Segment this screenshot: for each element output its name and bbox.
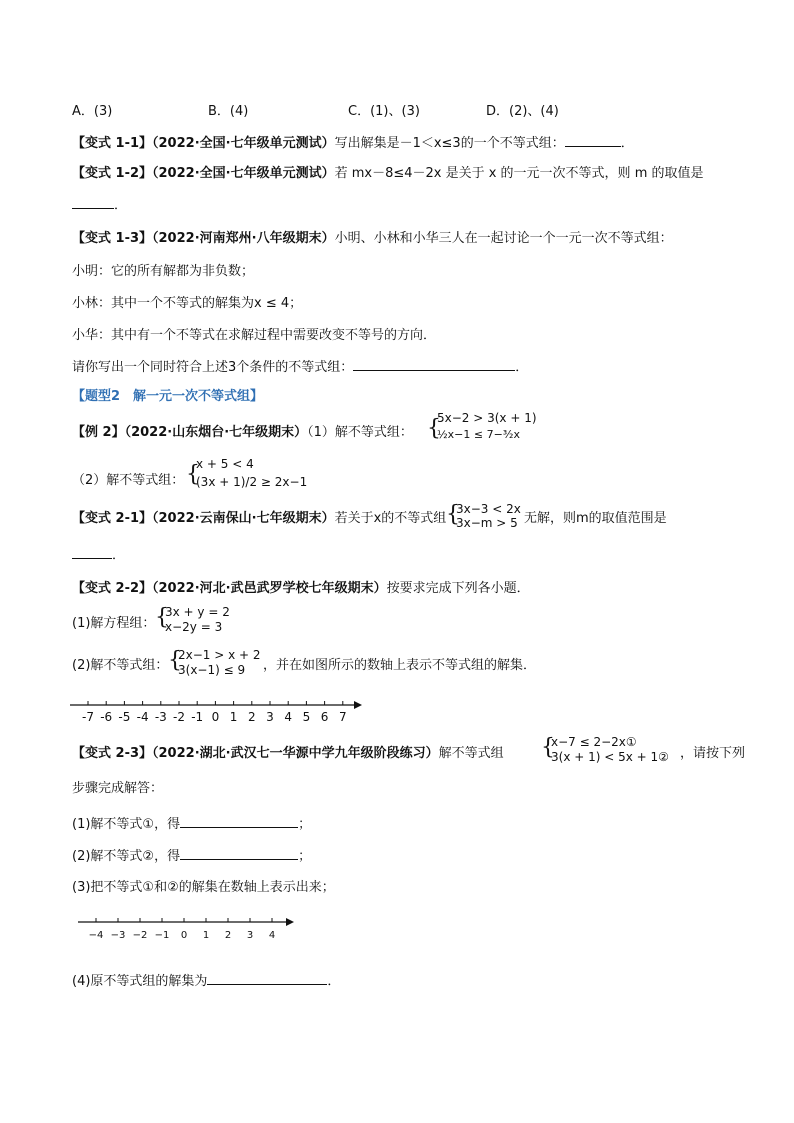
- axis-tick-label: 7: [338, 710, 347, 724]
- variant-2-2: [72, 580, 530, 598]
- choice-a: A．(3): [72, 104, 113, 119]
- answer-blank: [565, 134, 621, 147]
- system-eq-a: 3x−3 < 2x: [456, 502, 521, 516]
- axis-tick-label: 4: [268, 930, 276, 941]
- axis-tick-label: -6: [100, 710, 113, 724]
- section-heading-type-2: 【题型2 解一元一次不等式组】: [72, 389, 264, 404]
- step-2: [72, 847, 311, 866]
- statement-xiaohua: 小华：其中有一个不等式在求解过程中需要改变不等号的方向．: [72, 328, 437, 343]
- axis-tick-label: -1: [191, 710, 204, 724]
- step-3: (3)把不等式①和②的解集在数轴上表示出来；: [72, 880, 335, 895]
- variant-source: （2022·全国·七年级单元测试）: [152, 166, 335, 181]
- semicolon: ；: [298, 817, 312, 832]
- system-1-eq-b: ½x−1 ≤ 7−³⁄₂x: [437, 428, 520, 441]
- answer-blank: [180, 847, 298, 860]
- variant-tag: 【变式 2-2】: [72, 581, 153, 596]
- variant-1-3-question: [72, 358, 528, 377]
- brace: {: [186, 462, 200, 487]
- axis-tick-label: 0: [180, 930, 188, 941]
- axis-tick-label: −3: [110, 930, 126, 941]
- variant-2-3-tail: ，请按下列: [680, 746, 746, 761]
- step-1: [72, 815, 311, 834]
- step-4: [72, 972, 340, 991]
- answer-blank: [72, 546, 112, 559]
- variant-2-3: [72, 745, 504, 763]
- variant-source: （2022·河北·武邑武罗学校七年级期末）: [152, 581, 387, 596]
- axis-tick-label: 2: [247, 710, 256, 724]
- axis-tick-label: 3: [266, 710, 274, 724]
- axis-tick-label: 4: [284, 710, 293, 724]
- axis-arrow: [286, 918, 294, 926]
- answer-blank: [207, 972, 327, 985]
- axis-tick-label: -2: [173, 710, 185, 724]
- variant-1-3: [72, 230, 673, 248]
- q2-label: (2)解不等式组：: [72, 658, 169, 673]
- axis-tick-label: 0: [211, 710, 220, 724]
- variant-1-2-blank-line: [72, 196, 127, 215]
- system-eq-b: 3(x + 1) < 5x + 1②: [551, 750, 669, 764]
- period: ．: [515, 360, 529, 375]
- system-eq-a: x−7 ≤ 2−2x①: [551, 735, 637, 749]
- system-2-eq-b: (3x + 1)/2 ≥ 2x−1: [196, 475, 308, 489]
- system-eq-a: 2x−1 > x + 2: [178, 648, 261, 662]
- variant-source: （2022·云南保山·七年级期末）: [152, 511, 335, 526]
- step-text: (1)解不等式①，得: [72, 817, 181, 832]
- system-2-eq-a: x + 5 < 4: [196, 457, 254, 471]
- system-eq-b: 3(x−1) ≤ 9: [178, 663, 246, 677]
- axis-tick-label: -7: [82, 710, 94, 724]
- period: ．: [114, 198, 128, 213]
- axis-tick-label: 1: [202, 930, 210, 941]
- brace: {: [427, 416, 441, 441]
- example-source: （2022·山东烟台·七年级期末）: [124, 425, 308, 440]
- variant-tag: 【变式 1-3】: [72, 231, 153, 246]
- semicolon: ；: [298, 849, 312, 864]
- axis-tick-label: -3: [154, 710, 167, 724]
- choice-b: B．(4): [208, 104, 249, 119]
- brace: {: [155, 605, 169, 630]
- variant-text: 解不等式组: [438, 746, 504, 761]
- step-text: (4)原不等式组的解集为: [72, 974, 208, 989]
- brace: {: [541, 735, 555, 760]
- variant-2-3-continuation: 步骤完成解答：: [72, 781, 164, 796]
- system-1-eq-a: 5x−2 > 3(x + 1): [437, 411, 537, 425]
- variant-text: 若关于x的不等式组: [334, 511, 447, 526]
- statement-xiaolin: 小林：其中一个不等式的解集为x ≤ 4；: [72, 296, 303, 311]
- question-text: 请你写出一个同时符合上述3个条件的不等式组：: [72, 360, 354, 375]
- axis-tick-label: -4: [136, 710, 149, 724]
- answer-blank: [72, 196, 114, 209]
- axis-tick-label: 1: [229, 710, 238, 724]
- choice-c: C．(1)、(3): [348, 104, 420, 119]
- axis-tick-label: 6: [320, 710, 329, 724]
- number-line-2: [78, 912, 300, 944]
- period: ．: [620, 136, 634, 151]
- variant-text: 若 mx－8≤4－2x 是关于 x 的一元一次不等式，则 m 的取值是: [334, 166, 704, 181]
- part-2-label: （2）解不等式组：: [72, 473, 185, 488]
- answer-blank: [180, 815, 298, 828]
- variant-source: （2022·湖北·武汉七一华源中学九年级阶段练习）: [152, 746, 439, 761]
- variant-text: 写出解集是－1＜x≤3的一个不等式组：: [334, 136, 565, 151]
- q1-label: (1)解方程组：: [72, 616, 156, 631]
- variant-2-1-blank-line: [72, 546, 125, 565]
- variant-source: （2022·河南郑州·八年级期末）: [152, 231, 335, 246]
- system-eq-b: 3x−m > 5: [456, 516, 518, 530]
- variant-1-1: [72, 134, 634, 153]
- axis-tick-label: −4: [88, 930, 104, 941]
- variant-tag: 【变式 2-1】: [72, 511, 153, 526]
- part-1-label: （1）解不等式组：: [307, 425, 413, 440]
- axis-tick-label: −2: [132, 930, 148, 941]
- axis-tick-label: −1: [154, 930, 170, 941]
- system-eq-b: x−2y = 3: [165, 620, 223, 634]
- answer-blank: [353, 358, 515, 371]
- variant-source: （2022·全国·七年级单元测试）: [152, 136, 335, 151]
- variant-tag: 【变式 1-1】: [72, 136, 153, 151]
- axis-tick-label: 3: [246, 930, 254, 941]
- example-2-line: [72, 424, 413, 442]
- axis-tick-label: 2: [224, 930, 232, 941]
- variant-2-1-tail: 无解，则m的取值范围是: [524, 511, 667, 526]
- choice-d: D．(2)、(4): [486, 104, 559, 119]
- system-eq-a: 3x + y = 2: [165, 605, 230, 619]
- number-line-1: [70, 695, 370, 727]
- period: ．: [327, 974, 341, 989]
- variant-2-1: [72, 510, 446, 528]
- brace: {: [446, 502, 460, 527]
- brace: {: [168, 648, 182, 673]
- variant-tag: 【变式 1-2】: [72, 166, 153, 181]
- variant-1-2: [72, 165, 704, 183]
- q2-text: ，并在如图所示的数轴上表示不等式组的解集．: [263, 658, 537, 673]
- axis-arrow: [354, 701, 362, 709]
- variant-tag: 【变式 2-3】: [72, 746, 153, 761]
- step-text: (2)解不等式②，得: [72, 849, 181, 864]
- variant-text: 按要求完成下列各小题．: [386, 581, 530, 596]
- statement-xiaoming: 小明：它的所有解都为非负数；: [72, 264, 255, 279]
- example-tag: 【例 2】: [72, 425, 125, 440]
- variant-text: 小明、小林和小华三人在一起讨论一个一元一次不等式组：: [334, 231, 673, 246]
- axis-tick-label: -5: [118, 710, 131, 724]
- axis-tick-label: 5: [302, 710, 311, 724]
- period: ．: [112, 548, 126, 563]
